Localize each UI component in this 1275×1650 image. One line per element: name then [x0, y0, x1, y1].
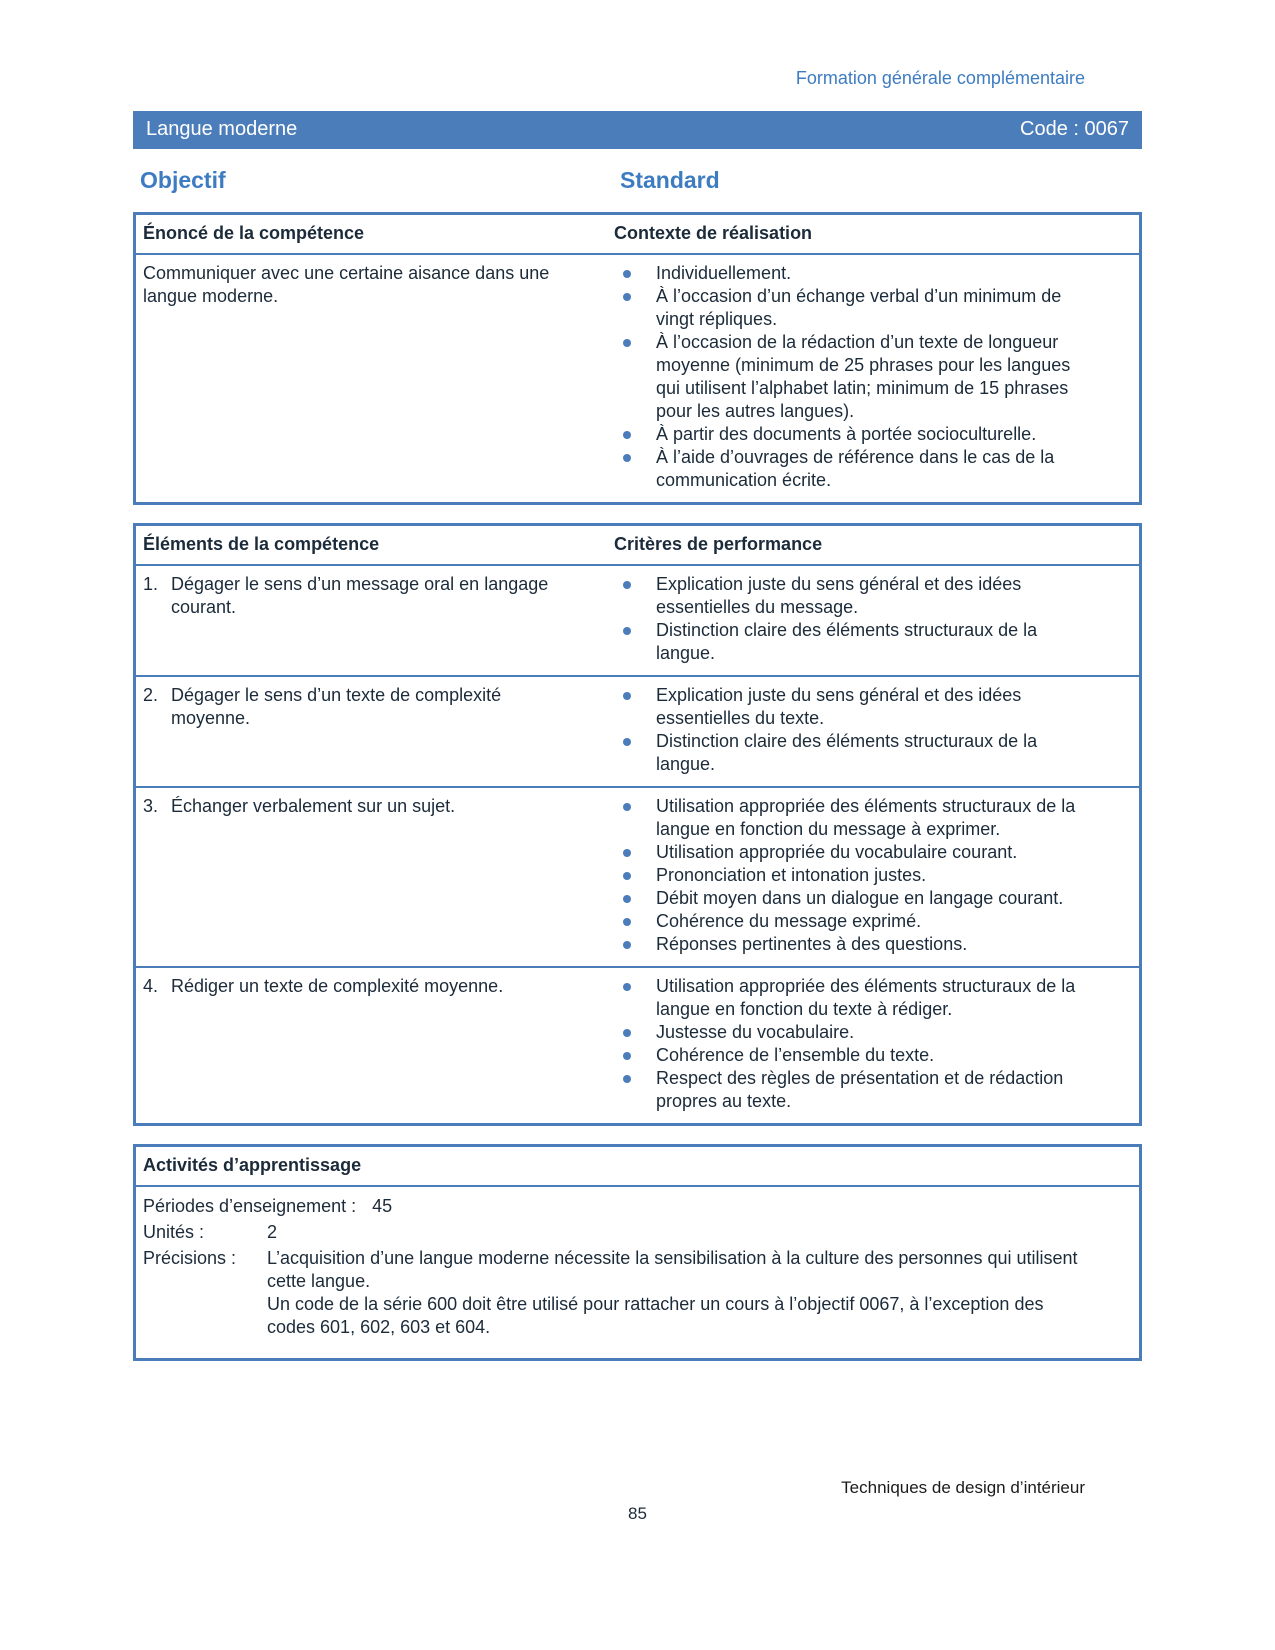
- bullet-item: [614, 933, 1084, 956]
- bullet-list: [614, 795, 1084, 956]
- bullet-icon: [623, 627, 631, 635]
- bullet-text: Débit moyen dans un dialogue en langage courant.: [656, 888, 1064, 908]
- bullet-icon: [623, 270, 631, 278]
- numbered-item: [143, 975, 584, 998]
- bullet-icon: [623, 872, 631, 880]
- footer-program-name: Techniques de design d’intérieur: [841, 1478, 1085, 1497]
- criteres-header: Critères de performance: [614, 534, 823, 554]
- numbered-item: [143, 795, 584, 818]
- table-header-row: [136, 215, 1139, 255]
- bullet-icon: [623, 339, 631, 347]
- bullet-icon: [623, 895, 631, 903]
- criteres-cell: [614, 677, 1139, 786]
- bullet-list: [614, 262, 1084, 492]
- bullet-text: Utilisation appropriée des éléments structuraux de la langue en fonction du texte à rédiger.: [656, 976, 1076, 1019]
- bullet-text: Utilisation appropriée du vocabulaire courant.: [656, 842, 1018, 862]
- bullet-item: [614, 684, 1084, 730]
- table-body-row: [136, 255, 1139, 502]
- bullet-icon: [623, 941, 631, 949]
- element-cell: [136, 677, 614, 786]
- numbered-item: [143, 684, 584, 730]
- precision-paragraph: Un code de la série 600 doit être utilisé pour rattacher un cours à l’objectif 0067, à l’exception des codes 601, 602, 603 et 604.: [267, 1294, 1044, 1337]
- info-row-precisions: [143, 1247, 1084, 1339]
- bullet-item: [614, 887, 1084, 910]
- bullet-item: [614, 619, 1084, 665]
- banner-title: Langue moderne: [146, 118, 298, 140]
- item-text: Dégager le sens d’un texte de complexité moyenne.: [171, 685, 502, 728]
- item-number: 3.: [143, 796, 159, 816]
- banner-code: Code : 0067: [1020, 118, 1129, 140]
- bullet-icon: [623, 1052, 631, 1060]
- bullet-item: [614, 910, 1084, 933]
- bullet-text: Réponses pertinentes à des questions.: [656, 934, 968, 954]
- table-row-4: [136, 968, 1139, 1123]
- bullet-icon: [623, 692, 631, 700]
- table-row-1: [136, 566, 1139, 677]
- info-value: 2: [267, 1222, 278, 1242]
- numbered-item: [143, 573, 584, 619]
- bullet-item: [614, 1021, 1084, 1044]
- bullet-icon: [623, 581, 631, 589]
- item-number: 4.: [143, 976, 159, 996]
- title-banner: [133, 111, 1142, 149]
- info-value: [267, 1247, 1084, 1339]
- table-elements-criteres: [133, 523, 1142, 1126]
- info-row-unites: [143, 1221, 1084, 1244]
- info-value: 45: [372, 1196, 393, 1216]
- bullet-text: Utilisation appropriée des éléments structuraux de la langue en fonction du message à exprimer.: [656, 796, 1076, 839]
- info-row-periodes: [143, 1195, 1084, 1218]
- bullet-item: [614, 730, 1084, 776]
- bullet-text: Individuellement.: [656, 263, 792, 283]
- criteres-cell: [614, 788, 1139, 966]
- table-activites: [133, 1144, 1142, 1361]
- bullet-text: Explication juste du sens général et des idées essentielles du message.: [656, 574, 1022, 617]
- bullet-text: À partir des documents à portée socioculturelle.: [656, 424, 1037, 444]
- bullet-icon: [623, 1075, 631, 1083]
- criteres-cell: [614, 968, 1139, 1123]
- bullet-icon: [623, 983, 631, 991]
- header-category: Formation générale complémentaire: [795, 68, 1085, 88]
- bullet-icon: [623, 454, 631, 462]
- bullet-text: Distinction claire des éléments structuraux de la langue.: [656, 731, 1038, 774]
- objectif-heading: Objectif: [140, 167, 226, 193]
- bullet-item: [614, 285, 1084, 331]
- bullet-icon: [623, 803, 631, 811]
- bullet-icon: [623, 738, 631, 746]
- info-label: Unités :: [143, 1222, 205, 1242]
- bullet-item: [614, 864, 1084, 887]
- elements-header: Éléments de la compétence: [143, 534, 380, 554]
- standard-heading: Standard: [620, 167, 720, 193]
- bullet-text: Prononciation et intonation justes.: [656, 865, 927, 885]
- bullet-icon: [623, 1029, 631, 1037]
- bullet-text: Justesse du vocabulaire.: [656, 1022, 855, 1042]
- bullet-item: [614, 841, 1084, 864]
- bullet-text: Respect des règles de présentation et de rédaction propres au texte.: [656, 1068, 1064, 1111]
- bullet-list: [614, 975, 1084, 1113]
- item-number: 1.: [143, 574, 159, 594]
- element-cell: [136, 788, 614, 966]
- contexte-bullets: [614, 255, 1139, 502]
- column-headings: [133, 167, 1142, 194]
- bullet-item: [614, 975, 1084, 1021]
- bullet-text: Cohérence de l’ensemble du texte.: [656, 1045, 935, 1065]
- bullet-item: [614, 795, 1084, 841]
- table-row-3: [136, 788, 1139, 968]
- bullet-text: Distinction claire des éléments structuraux de la langue.: [656, 620, 1038, 663]
- bullet-text: À l’occasion d’un échange verbal d’un minimum de vingt répliques.: [656, 286, 1062, 329]
- bullet-list: [614, 573, 1084, 665]
- bullet-item: [614, 446, 1084, 492]
- activites-body: [136, 1187, 1139, 1358]
- bullet-item: [614, 262, 1084, 285]
- bullet-item: [614, 331, 1084, 423]
- item-text: Rédiger un texte de complexité moyenne.: [171, 976, 504, 996]
- bullet-item: [614, 423, 1084, 446]
- bullet-text: À l’aide d’ouvrages de référence dans le cas de la communication écrite.: [656, 447, 1055, 490]
- contexte-header: Contexte de réalisation: [614, 223, 813, 243]
- precision-paragraph: L’acquisition d’une langue moderne nécessite la sensibilisation à la culture des personnes qui utilisent cette langue.: [267, 1248, 1078, 1291]
- info-label: Précisions :: [143, 1248, 237, 1268]
- table-enonce-contexte: [133, 212, 1142, 505]
- bullet-text: Explication juste du sens général et des idées essentielles du texte.: [656, 685, 1022, 728]
- bullet-icon: [623, 431, 631, 439]
- footer-page-number: 85: [628, 1504, 647, 1523]
- bullet-icon: [623, 849, 631, 857]
- item-number: 2.: [143, 685, 159, 705]
- bullet-list: [614, 684, 1084, 776]
- activites-header: Activités d’apprentissage: [136, 1147, 1139, 1187]
- bullet-item: [614, 573, 1084, 619]
- enonce-header: Énoncé de la compétence: [143, 223, 365, 243]
- criteres-cell: [614, 566, 1139, 675]
- info-label: Périodes d’enseignement :: [143, 1196, 357, 1216]
- item-text: Échanger verbalement sur un sujet.: [171, 796, 456, 816]
- bullet-text: Cohérence du message exprimé.: [656, 911, 922, 931]
- table-header-row: [136, 526, 1139, 566]
- item-text: Dégager le sens d’un message oral en langage courant.: [171, 574, 549, 617]
- bullet-item: [614, 1044, 1084, 1067]
- bullet-icon: [623, 918, 631, 926]
- enonce-text: Communiquer avec une certaine aisance dans une langue moderne.: [143, 263, 550, 306]
- element-cell: [136, 566, 614, 675]
- table-row-2: [136, 677, 1139, 788]
- bullet-text: À l’occasion de la rédaction d’un texte de longueur moyenne (minimum de 25 phrases pour les langues qui utilisent l’alphabet latin; minimum de 15 phrases pour les autres langues).: [656, 332, 1071, 421]
- bullet-item: [614, 1067, 1084, 1113]
- element-cell: [136, 968, 614, 1123]
- bullet-icon: [623, 293, 631, 301]
